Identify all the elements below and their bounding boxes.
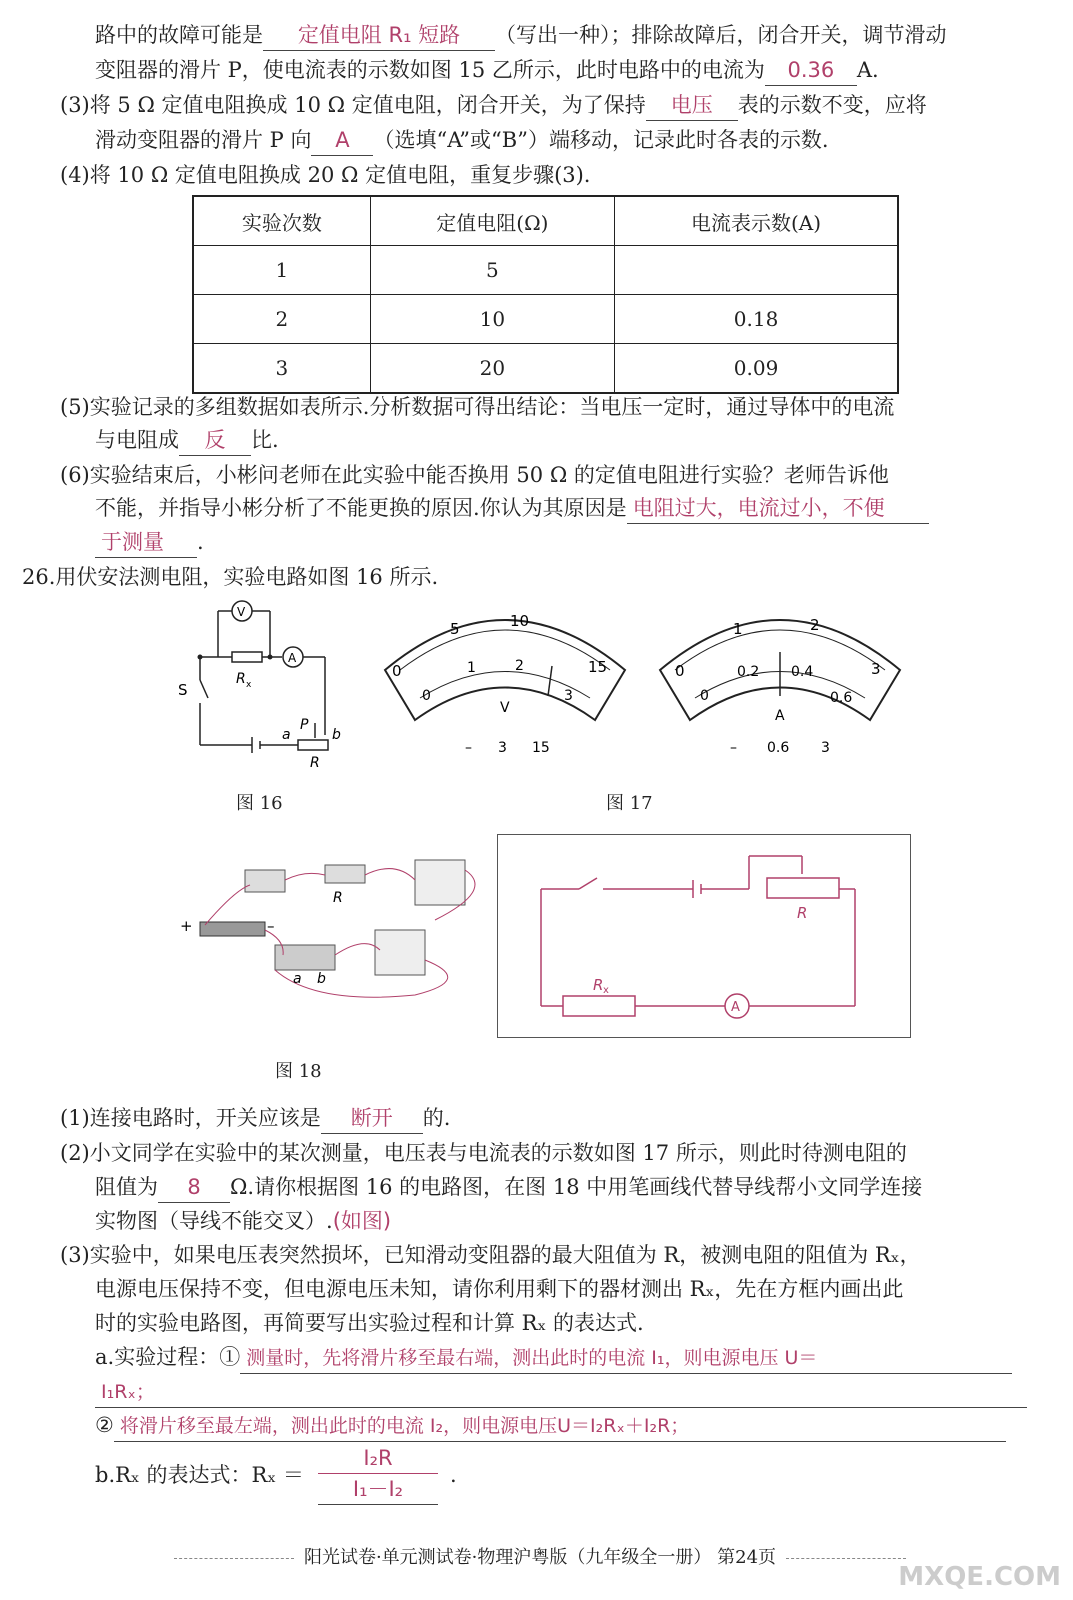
answer-meter: 电压 (646, 90, 738, 121)
answer-step1-cont: I₁Rₓ； (95, 1377, 1027, 1408)
rheostat-r (298, 740, 328, 750)
page-footer: 阳光试卷·单元测试卷·物理沪粤版（九年级全一册） 第24页 (50, 1543, 1030, 1569)
svg-text:b: b (332, 727, 341, 743)
table-row: 3 20 0.09 (193, 344, 898, 394)
svg-text:R: R (310, 755, 320, 771)
svg-text:R: R (593, 976, 604, 994)
svg-text:P: P (300, 717, 309, 733)
svg-text:–: – (465, 740, 472, 756)
q25-step6-line2: 不能，并指导小彬分析了不能更换的原因.你认为其原因是 电阻过大，电流过小，不便 (95, 493, 929, 524)
svg-text:–: – (267, 917, 275, 935)
q26-sub3-line1: (3)实验中，如果电压表突然损坏，已知滑动变阻器的最大阻值为 R，被测电阻的阻值为 Rₓ， (60, 1243, 921, 1267)
svg-text:3: 3 (498, 740, 507, 756)
fig18-physical-circuit (175, 830, 495, 1010)
answer-reason-2: 于测量 (95, 527, 197, 558)
svg-text:A: A (731, 1000, 740, 1015)
svg-text:b: b (317, 971, 326, 987)
svg-text:1: 1 (733, 620, 743, 638)
table-row: 1 5 (193, 246, 898, 295)
q25-step3-line1: (3)将 5 Ω 定值电阻换成 10 Ω 定值电阻，闭合开关，为了保持 电压 表的示数不变，应将 (60, 90, 927, 121)
expression-denominator: I₁－I₂ (318, 1474, 438, 1505)
svg-text:A: A (775, 708, 785, 724)
q26-sub2-line3: 实物图（导线不能交叉）.(如图) (95, 1209, 392, 1233)
svg-text:x: x (603, 985, 609, 996)
svg-text:+: + (180, 917, 193, 935)
svg-text:R: R (236, 671, 246, 687)
answer-circuit-box (497, 834, 912, 1039)
svg-text:0.2: 0.2 (737, 664, 760, 680)
fig17-caption: 图 17 (606, 793, 653, 814)
svg-text:S: S (178, 681, 188, 699)
svg-text:0: 0 (675, 662, 685, 680)
q25-step5-line2: 与电阻成 反 比. (95, 425, 279, 456)
svg-text:0.6: 0.6 (830, 690, 853, 706)
svg-text:15: 15 (588, 658, 608, 676)
q25-step5-line1: (5)实验记录的多组数据如表所示.分析数据可得出结论：当电压一定时，通过导体中的电流 (60, 395, 895, 419)
q26-sub3-line2: 电源电压保持不变，但电源电压未知，请你利用剩下的器材测出 Rₓ，先在方框内画出此 (95, 1277, 904, 1301)
switch-s (200, 680, 208, 698)
q25-step6-line3: 于测量 . (95, 527, 204, 558)
data-table (192, 195, 899, 394)
expression-end: . (450, 1463, 457, 1487)
svg-text:–: – (730, 740, 737, 756)
svg-text:a: a (282, 727, 291, 743)
procedure-step1: a.实验过程：① 测量时，先将滑片移至最右端，测出此时的电流 I₁，则电源电压 U＝ (95, 1342, 1012, 1374)
svg-text:0: 0 (392, 662, 402, 680)
svg-text:V: V (500, 700, 510, 716)
answer-see-figure: (如图) (332, 1209, 392, 1233)
svg-text:R: R (797, 904, 808, 922)
svg-text:3: 3 (871, 660, 881, 678)
procedure-step2: ② 将滑片移至最左端，测出此时的电流 I₂，则电源电压U＝I₂Rₓ＋I₂R； (95, 1410, 1006, 1442)
svg-text:2: 2 (515, 658, 524, 674)
expression-numerator: I₂R (318, 1443, 438, 1474)
resistor-rx (232, 652, 262, 662)
svg-text:0.4: 0.4 (791, 664, 814, 680)
expression-fraction (318, 1443, 438, 1505)
svg-text:5: 5 (450, 620, 460, 638)
svg-text:a: a (293, 971, 302, 987)
answer-proportion: 反 (179, 425, 251, 456)
svg-text:3: 3 (564, 688, 573, 704)
svg-text:3: 3 (821, 740, 830, 756)
fig16-circuit-diagram (170, 595, 360, 775)
svg-text:1: 1 (467, 660, 476, 676)
q25-line1: 路中的故障可能是 定值电阻 R₁ 短路 （写出一种）；排除故障后，闭合开关，调节滑动 (95, 20, 947, 51)
q25-step4: (4)将 10 Ω 定值电阻换成 20 Ω 定值电阻，重复步骤(3). (60, 163, 591, 187)
watermark-logo: MXQE.COM (898, 1562, 1061, 1592)
voltmeter-dial (370, 600, 640, 765)
svg-text:0.6: 0.6 (767, 740, 790, 756)
q25-step3-line2: 滑动变阻器的滑片 P 向 A （选填“A”或“B”）端移动，记录此时各表的示数. (95, 125, 829, 156)
answer-current: 0.36 (765, 55, 857, 86)
svg-text:A: A (288, 651, 297, 665)
table-row: 2 10 0.18 (193, 295, 898, 344)
svg-text:x: x (246, 680, 252, 690)
svg-text:R: R (333, 890, 343, 906)
q26-sub2-line1: (2)小文同学在实验中的某次测量，电压表与电流表的示数如图 17 所示，则此时待测电阻的 (60, 1141, 907, 1165)
svg-text:0: 0 (422, 688, 431, 704)
fig16-caption: 图 16 (236, 793, 283, 814)
q25-step6-line1: (6)实验结束后，小彬问老师在此实验中能否换用 50 Ω 的定值电阻进行实验？老师告诉他 (60, 463, 889, 487)
fig18-caption: 图 18 (275, 1061, 322, 1082)
q26-sub2-line2: 阻值为 8 Ω.请你根据图 16 的电路图，在图 18 中用笔画线代替导线帮小文同学连接 (95, 1172, 922, 1203)
answer-step2: 将滑片移至最左端，测出此时的电流 I₂，则电源电压U＝I₂Rₓ＋I₂R； (114, 1411, 1006, 1442)
svg-text:2: 2 (810, 616, 820, 634)
answer-resistance: 8 (158, 1172, 230, 1203)
answer-reason-1: 电阻过大，电流过小，不便 (627, 493, 929, 524)
q26-sub3-line3: 时的实验电路图，再简要写出实验过程和计算 Rₓ 的表达式. (95, 1311, 644, 1335)
svg-text:10: 10 (510, 612, 530, 630)
procedure-step1-cont (95, 1376, 1027, 1408)
svg-text:15: 15 (532, 740, 550, 756)
table-header-row: 实验次数 定值电阻(Ω) 电流表示数(A) (193, 196, 898, 246)
expression-label: b.Rₓ 的表达式：Rₓ ＝ (95, 1463, 304, 1487)
q26-title: 26.用伏安法测电阻，实验电路如图 16 所示. (22, 565, 439, 589)
q25-line2: 变阻器的滑片 P，使电流表的示数如图 15 乙所示，此时电路中的电流为 0.36 A. (95, 55, 879, 86)
svg-text:V: V (237, 605, 246, 619)
ammeter-dial (645, 600, 915, 765)
svg-text:0: 0 (700, 688, 709, 704)
q26-sub1: (1)连接电路时，开关应该是 断开 的. (60, 1103, 450, 1134)
answer-fault: 定值电阻 R₁ 短路 (263, 20, 495, 51)
voltmeter-needle (548, 666, 552, 696)
answer-step1: 测量时，先将滑片移至最右端，测出此时的电流 I₁，则电源电压 U＝ (240, 1343, 1012, 1374)
answer-direction: A (311, 125, 373, 156)
answer-switch-state: 断开 (321, 1103, 423, 1134)
